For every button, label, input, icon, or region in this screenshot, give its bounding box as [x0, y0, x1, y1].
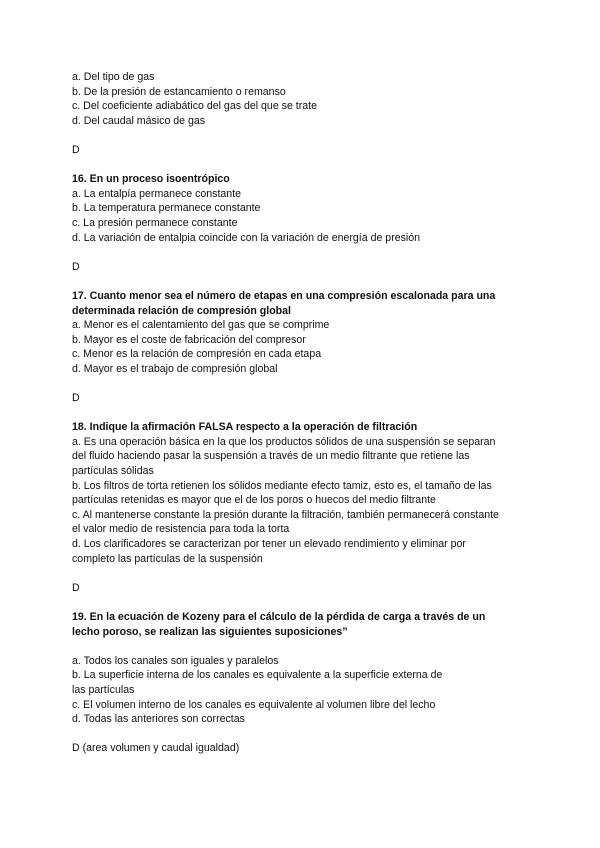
- option-text-line: b. Los filtros de torta retienen los sólidos mediante efecto tamiz, esto es, el tamaño de las: [72, 479, 492, 492]
- question-18-title: 18. Indique la afirmación FALSA respecto a la operación de filtración: [72, 421, 418, 434]
- prev-question-answer: D: [72, 143, 80, 156]
- option-d: d. Del caudal másico de gas: [72, 114, 206, 127]
- question-16-title: 16. En un proceso isoentrópico: [72, 173, 230, 186]
- question-18-answer: D: [72, 581, 80, 594]
- option-text-line: a. Todos los canales son iguales y paralelos: [72, 654, 279, 667]
- option-text-line: c. Al mantenerse constante la presión durante la filtración, también permanecerá constante: [72, 508, 499, 521]
- question-16: [72, 172, 532, 245]
- question-17-answer: D: [72, 392, 80, 405]
- option-text-line: a. Es una operación básica en la que los productos sólidos de una suspensión se separan: [72, 435, 496, 448]
- option-text-line: partículas sólidas: [72, 465, 154, 478]
- question-19-title-line-1: 19. En la ecuación de Kozeny para el cálculo de la pérdida de carga a través de un: [72, 610, 486, 623]
- question-17-title-line-1: 17. Cuanto menor sea el número de etapas en una compresión escalonada para una: [72, 289, 496, 302]
- option-text-line: partículas retenidas es mayor que el de los poros o huecos del medio filtrante: [72, 494, 436, 507]
- option-d: d. Mayor es el trabajo de compresión global: [72, 362, 278, 375]
- question-19: [72, 610, 532, 727]
- option-text-line: las partículas: [72, 683, 135, 696]
- question-19-title-line-2: lecho poroso, se realizan las siguientes suposiciones”: [72, 625, 348, 638]
- option-b: b. Mayor es el coste de fabricación del compresor: [72, 333, 306, 346]
- option-a: a. La entalpía permanece constante: [72, 187, 242, 200]
- option-c: c. Del coeficiente adiabático del gas del que se trate: [72, 100, 317, 113]
- option-text-line: b. La superficie interna de los canales es equivalente a la superficie externa de: [72, 669, 443, 682]
- option-d: d. La variación de entalpia coincide con la variación de energía de presión: [72, 231, 421, 244]
- prev-question-options: [72, 70, 532, 128]
- document-page: [72, 70, 532, 756]
- option-text-line: d. Todas las anteriores son correctas: [72, 713, 245, 726]
- question-17: [72, 289, 532, 377]
- option-text-line: d. Los clarificadores se caracterizan por tener un elevado rendimiento y eliminar por: [72, 538, 466, 550]
- option-b: b. La temperatura permanece constante: [72, 202, 261, 215]
- option-text-line: c. El volumen interno de los canales es equivalente al volumen libre del lecho: [72, 698, 436, 711]
- option-c: c. La presión permanece constante: [72, 216, 238, 229]
- option-text-line: el valor medio de resistencia para toda la torta: [72, 523, 290, 536]
- option-c: c. Menor es la relación de compresión en cada etapa: [72, 348, 322, 361]
- option-text-line: completo las partículas de la suspensión: [72, 552, 263, 565]
- option-text-line: del fluido haciendo pasar la suspensión a través de un medio filtrante que retiene las: [72, 450, 470, 463]
- option-a: a. Del tipo de gas: [72, 71, 155, 83]
- question-18: [72, 420, 532, 566]
- question-16-answer: D: [72, 260, 80, 273]
- question-19-answer: D (area volumen y caudal igualdad): [72, 742, 240, 755]
- option-a: a. Menor es el calentamiento del gas que se comprime: [72, 319, 330, 332]
- option-b: b. De la presión de estancamiento o remanso: [72, 85, 286, 98]
- question-17-title-line-2: determinada relación de compresión global: [72, 304, 291, 317]
